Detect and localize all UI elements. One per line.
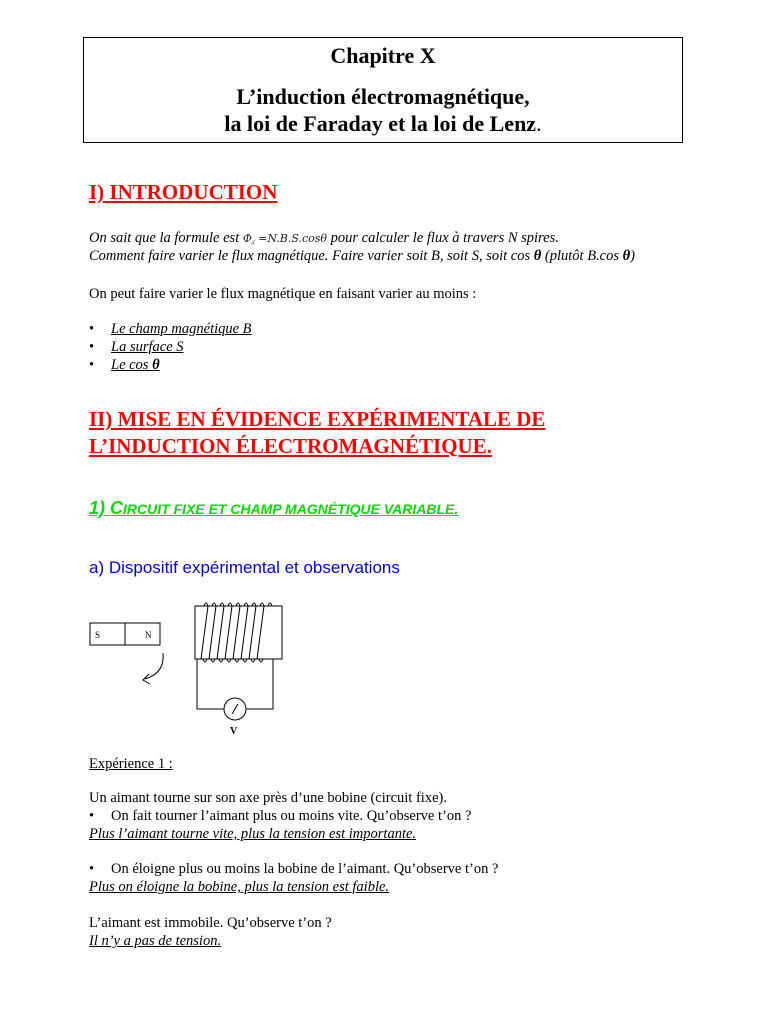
intro-line2-text-a: Comment faire varier le flux magnétique. Faire varier soit B, soit S, soit cos (89, 248, 534, 264)
bullet-icon: • (89, 861, 95, 877)
bullet-icon: • (89, 321, 95, 337)
theta-symbol: θ (533, 248, 542, 264)
answer-3: Il n’y a pas de tension. (89, 933, 222, 949)
list-item-text: Le cos (111, 357, 153, 373)
chapter-title-box (83, 37, 683, 143)
intro-text-a: On sait que la formule est (89, 230, 243, 246)
magnet-n-label: N (145, 630, 152, 640)
question-1 (89, 807, 471, 825)
list-item (89, 320, 252, 338)
experience-label: Expérience 1 : (89, 756, 173, 772)
chapter-title-period: . (536, 111, 542, 136)
coil (195, 603, 282, 662)
list-item (89, 338, 252, 356)
intro-text-b: pour calculer le flux à travers N spires. (327, 230, 559, 246)
magnet-s-label: S (95, 630, 101, 640)
flux-formula: Φ⁁ =N.B.S.cosθ (242, 232, 328, 245)
answer-1: Plus l’aimant tourne vite, plus la tension est importante. (89, 826, 417, 842)
bullet-icon: • (89, 339, 95, 355)
experience-line1: Un aimant tourne sur son axe près d’une bobine (circuit fixe). (89, 790, 447, 806)
intro-paragraph: On peut faire varier le flux magnétique en faisant varier au moins : (89, 286, 477, 302)
voltmeter-label: V (230, 726, 238, 737)
intro-line2-text-b: (plutôt B.cos (541, 248, 623, 264)
section-experimental-heading (89, 406, 545, 460)
section-introduction-heading: I) INTRODUCTION (89, 180, 278, 204)
bullet-icon: • (89, 808, 95, 824)
subsection-title: IRCUIT FIXE ET CHAMP MAGNÉTIQUE VARIABLE. (123, 501, 459, 517)
question-1-text: On fait tourner l’aimant plus ou moins vite. Qu’observe t’on ? (111, 808, 472, 824)
intro-line2 (89, 247, 635, 265)
bullet-icon: • (89, 357, 95, 373)
voltmeter (224, 698, 246, 737)
chapter-title-line1: L’induction électromagnétique, (236, 84, 530, 109)
answer-2: Plus on éloigne la bobine, plus la tension est faible. (89, 879, 390, 895)
list-item-label: La surface S (111, 339, 184, 355)
magnet (90, 623, 160, 645)
section-experimental-heading-line1: II) MISE EN ÉVIDENCE EXPÉRIMENTALE DE (89, 407, 546, 431)
intro-line2-text-c: ) (630, 248, 636, 264)
experimental-setup-figure (85, 595, 295, 740)
list-item-label: Le champ magnétique B (111, 321, 252, 337)
theta-symbol: θ (152, 357, 160, 373)
subsection-number: 1) C (89, 498, 124, 518)
question-2-text: On éloigne plus ou moins la bobine de l’aimant. Qu’observe t’on ? (111, 861, 499, 877)
chapter-number: Chapitre X (330, 43, 436, 68)
rotation-arrow-icon (143, 653, 163, 684)
section-experimental-heading-line2: L’INDUCTION ÉLECTROMAGNÉTIQUE. (89, 434, 492, 458)
intro-line1 (89, 229, 559, 248)
question-3: L’aimant est immobile. Qu’observe t’on ? (89, 915, 332, 931)
list-item (89, 356, 252, 374)
bullet-list (89, 320, 252, 374)
theta-symbol: θ (622, 248, 631, 264)
subsection-a-heading: a) Dispositif expérimental et observations (89, 558, 400, 577)
list-item-label (111, 357, 160, 373)
chapter-title-line2: la loi de Faraday et la loi de Lenz (224, 111, 537, 136)
subsection-circuit-fixe-heading (89, 498, 458, 519)
question-2 (89, 860, 498, 878)
